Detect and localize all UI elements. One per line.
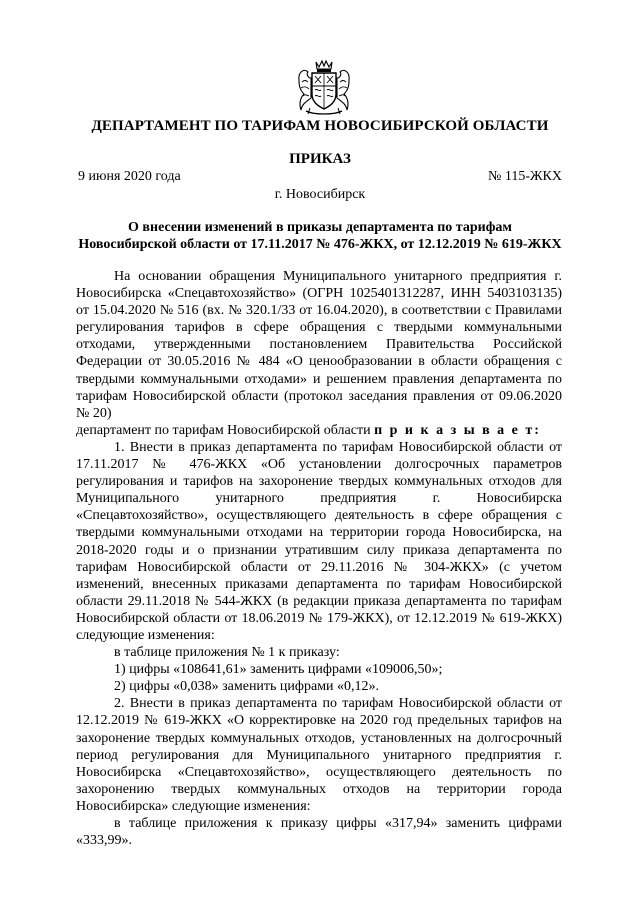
item-1-paragraph: 1. Внести в приказ департамента по тарифам Новосибирской области от 17.11.2017 № 476-ЖКХ «Об установлении долгосрочных параметров регулирования и тарифов на захоронение твердых коммунальных отходов для Муниципального унитарного предприятия г. Новосибирска «Спецавтохозяйство», осуществляющего деятельность в сфере обращения с твердыми коммунальными отходами на территории города Новосибирска, на 2018-2020 годы и о признании утратившим силу приказа департамента по тарифам Новосибирской области от 29.11.2016 № 304-ЖКХ» (с учетом изменений, внесенных приказами департамента по тарифам Новосибирской области 29.11.2018 № 544-ЖКХ (в редакции приказа департамента по тарифам Новосибирской области от 18.06.2019 № 179-ЖКХ), от 12.12.2019 № 619-ЖКХ) следующие изменения:	[76, 439, 562, 643]
order-date: 9 июня 2020 года	[78, 169, 181, 184]
department-name: ДЕПАРТАМЕНТ ПО ТАРИФАМ НОВОСИБИРСКОЙ ОБЛАСТИ	[91, 118, 549, 134]
preamble-paragraph: На основании обращения Муниципального унитарного предприятия г. Новосибирска «Спецавтохозяйство» (ОГРН 1025401312287, ИНН 5403103135) от 15.04.2020 № 516 (вх. № 320.1/33 от 16.04.2020), в соответствии с Правилами регулирования тарифов в сфере обращения с твердыми коммунальными отходами, утвержденными постановлением Правительства Российской Федерации от 30.05.2016 № 484 «О ценообразовании в области обращения с твердыми коммунальными отходами» и решением правления департамента по тарифам Новосибирской области (протокол заседания правления от 09.06.2020 № 20)	[76, 269, 562, 421]
item-2-paragraph: 2. Внести в приказ департамента по тарифам Новосибирской области от 12.12.2019 № 619-ЖКХ «О корректировке на 2020 год предельных тарифов на захоронение твердых коммунальных отходов, установленных на долгосрочный период регулирования для Муниципального унитарного предприятия г. Новосибирска «Спецавтохозяйство», осуществляющего деятельность по захоронению твердых коммунальных отходов на территории города Новосибирска» следующие изменения:	[76, 696, 562, 814]
coat-of-arms-icon	[296, 58, 352, 116]
item-1-subpoint-1: 1) цифры «108641,61» заменить цифрами «109006,50»;	[114, 662, 443, 678]
decree-verb: п р и к а з ы в а е т:	[374, 422, 541, 438]
decree-prefix: департамент по тарифам Новосибирской области	[76, 422, 371, 438]
item-1-intro: в таблице приложения № 1 к приказу:	[114, 645, 340, 661]
order-subject: О внесении изменений в приказы департамента по тарифам Новосибирской области от 17.11.2017 № 476-ЖКХ, от 12.12.2019 № 619-ЖКХ	[78, 220, 562, 252]
order-city: г. Новосибирск	[274, 187, 366, 202]
order-number: № 115-ЖКХ	[488, 169, 562, 184]
decree-line	[76, 422, 562, 439]
item-1-subpoint-2: 2) цифры «0,038» заменить цифрами «0,12».	[114, 679, 380, 695]
document-body	[76, 268, 562, 849]
document-title: ПРИКАЗ	[289, 151, 351, 167]
item-2-subpoint: в таблице приложения к приказу цифры «317,94» заменить цифрами «333,99».	[76, 816, 562, 849]
